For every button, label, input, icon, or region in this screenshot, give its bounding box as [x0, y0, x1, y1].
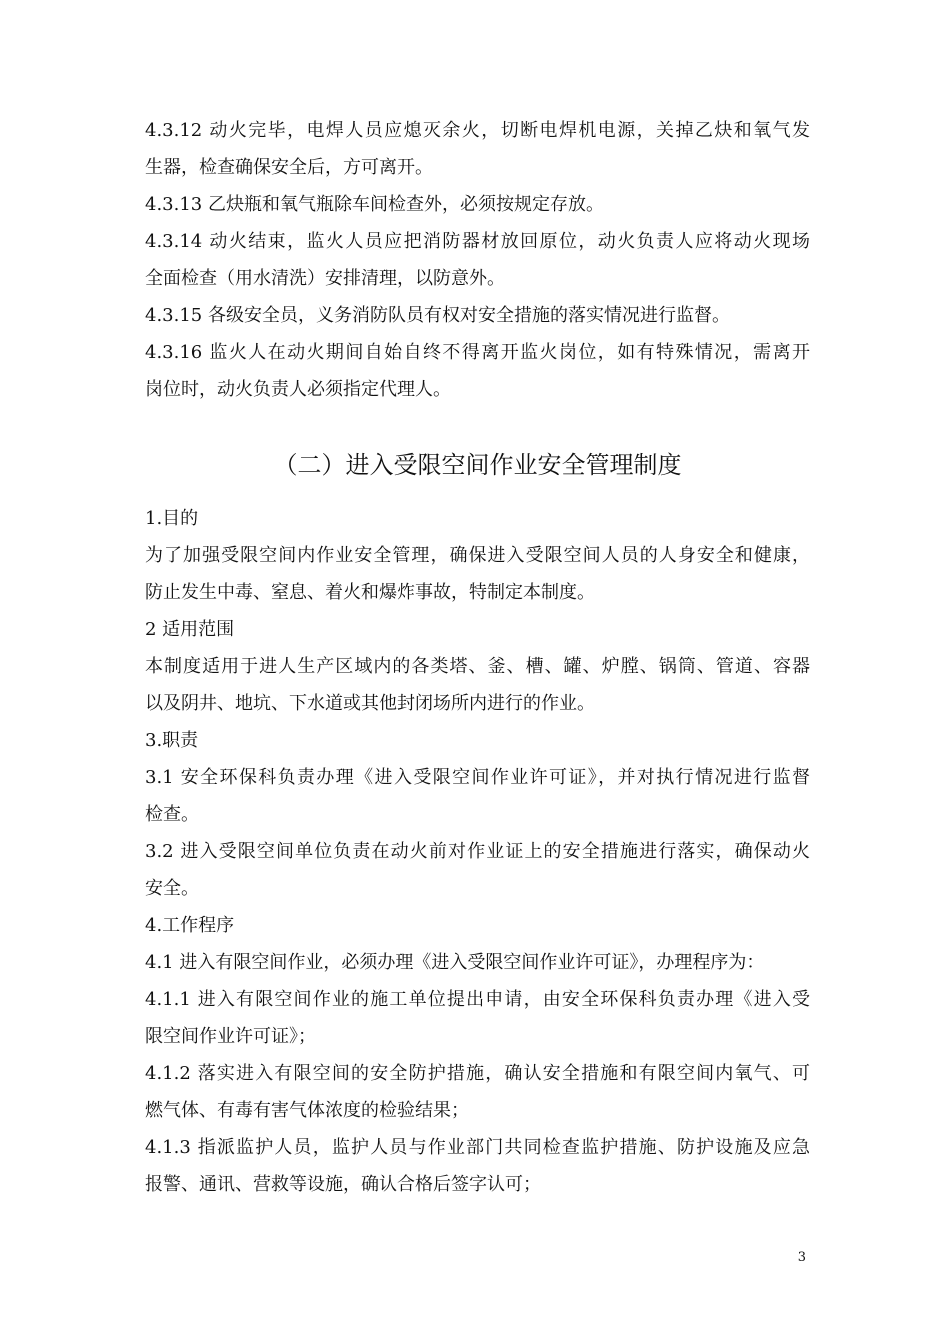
procedure-4-1-3-line-1: 4.1.3 指派监护人员，监护人员与作业部门共同检查监护措施、防护设施及应急 — [145, 1137, 810, 1158]
clause-4-3-14-line-2: 全面检查（用水清洗）安排清理，以防意外。 — [145, 268, 505, 289]
section-body — [145, 500, 810, 1203]
procedure-4-1-2-line-1: 4.1.2 落实进入有限空间的安全防护措施，确认安全措施和有限空间内氧气、可 — [145, 1063, 810, 1084]
duty-3-2-line-1: 3.2 进入受限空间单位负责在动火前对作业证上的安全措施进行落实，确保动火 — [145, 841, 810, 862]
top-clauses — [145, 112, 810, 408]
clause-4-3-13: 4.3.13 乙炔瓶和氧气瓶除车间检查外，必须按规定存放。 — [145, 194, 604, 215]
heading-purpose: 1.目的 — [145, 508, 199, 529]
heading-scope: 2 适用范围 — [145, 619, 235, 640]
purpose-line-1: 为了加强受限空间内作业安全管理，确保进入受限空间人员的人身安全和健康， — [145, 545, 810, 566]
clause-4-3-16-line-2: 岗位时，动火负责人必须指定代理人。 — [145, 379, 451, 400]
scope-line-1: 本制度适用于进人生产区域内的各类塔、釜、槽、罐、炉膛、锅筒、管道、容器 — [145, 656, 810, 677]
heading-procedure: 4.工作程序 — [145, 915, 235, 936]
duty-3-1-line-2: 检查。 — [145, 804, 199, 825]
procedure-4-1-2-line-2: 燃气体、有毒有害气体浓度的检验结果； — [145, 1100, 469, 1121]
clause-4-3-14-line-1: 4.3.14 动火结束，监火人员应把消防器材放回原位，动火负责人应将动火现场 — [145, 231, 810, 252]
procedure-4-1-1-line-2: 限空间作业许可证》； — [145, 1026, 316, 1047]
section-title: （二）进入受限空间作业安全管理制度 — [273, 451, 682, 479]
purpose-line-2: 防止发生中毒、窒息、着火和爆炸事故，特制定本制度。 — [145, 582, 595, 603]
heading-duties: 3.职责 — [145, 730, 199, 751]
clause-4-3-16-line-1: 4.3.16 监火人在动火期间自始自终不得离开监火岗位，如有特殊情况，需离开 — [145, 342, 810, 363]
clause-4-3-12-line-1: 4.3.12 动火完毕，电焊人员应熄灭余火，切断电焊机电源，关掉乙炔和氧气发 — [145, 120, 810, 141]
clause-4-3-15: 4.3.15 各级安全员，义务消防队员有权对安全措施的落实情况进行监督。 — [145, 305, 730, 326]
procedure-4-1: 4.1 进入有限空间作业，必须办理《进入受限空间作业许可证》，办理程序为： — [145, 952, 765, 973]
procedure-4-1-1-line-1: 4.1.1 进入有限空间作业的施工单位提出申请，由安全环保科负责办理《进入受 — [145, 989, 810, 1010]
duty-3-1-line-1: 3.1 安全环保科负责办理《进入受限空间作业许可证》，并对执行情况进行监督 — [145, 767, 810, 788]
duty-3-2-line-2: 安全。 — [145, 878, 199, 899]
page-number: 3 — [797, 1250, 806, 1265]
procedure-4-1-3-line-2: 报警、通讯、营救等设施，确认合格后签字认可； — [145, 1174, 541, 1195]
scope-line-2: 以及阴井、地坑、下水道或其他封闭场所内进行的作业。 — [145, 693, 595, 714]
clause-4-3-12-line-2: 生器，检查确保安全后，方可离开。 — [145, 157, 433, 178]
